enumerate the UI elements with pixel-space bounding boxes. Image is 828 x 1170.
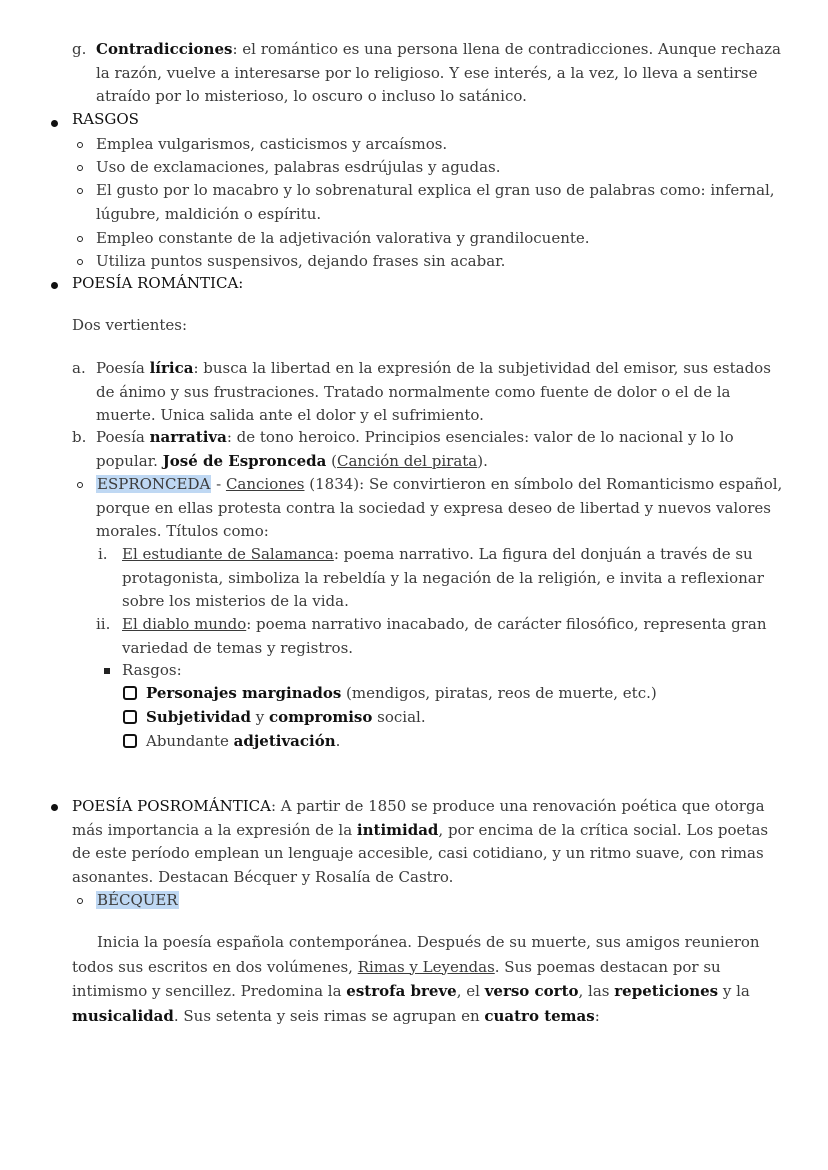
bold-text: repeticiones: [614, 982, 719, 1000]
list-item: El gusto por lo macabro y lo sobrenatural explica el gran uso de palabras como: infernal, lúgubre, maldición o espíritu.: [96, 181, 775, 223]
becquer-paragraph: [72, 930, 786, 1028]
dash: -: [211, 475, 226, 493]
list-item: Empleo constante de la adjetivación valorativa y grandilocuente.: [96, 229, 590, 247]
bold-text: verso corto: [484, 982, 579, 1000]
bullet-circle: [77, 898, 83, 904]
bold-text: estrofa breve: [346, 982, 457, 1000]
list-item: Uso de exclamaciones, palabras esdrújulas y agudas.: [96, 158, 501, 176]
list-item: Emplea vulgarismos, casticismos y arcaísmos.: [96, 135, 448, 153]
item-text: social.: [372, 708, 426, 726]
espronceda-item: [96, 473, 786, 544]
bold-text: Subjetividad: [146, 708, 251, 726]
paragraph-text: . Sus poemas destacan por su intimismo y sencillez. Predomina la: [72, 957, 721, 1000]
bullet: [51, 804, 58, 811]
section-heading-poesia-romantica: POESÍA ROMÁNTICA:: [72, 274, 244, 292]
paragraph-text: . Sus setenta y seis rimas se agrupan en: [173, 1006, 485, 1025]
paragraph-text: , el: [456, 982, 485, 1000]
checkbox-icon: [123, 710, 137, 724]
bullet-circle: [77, 188, 83, 194]
bullet: [51, 120, 58, 127]
paragraph-text: , las: [578, 982, 615, 1000]
author-espronceda: José de Espronceda: [162, 451, 327, 470]
checkbox-icon: [123, 686, 137, 700]
intro-text: Dos vertientes:: [72, 316, 188, 334]
item-prefix: Poesía: [96, 428, 150, 446]
paren: ).: [477, 451, 488, 470]
list-item: Utiliza puntos suspensivos, dejando frases sin acabar.: [96, 252, 506, 270]
item-text: (1834): Se convirtieron en símbolo del Romanticismo español, porque en ellas protesta contra la sociedad y expresa deseo de libertad y nuevos valores morales. Títulos como:: [96, 475, 783, 540]
list-marker: b.: [72, 428, 87, 446]
bullet-circle: [77, 259, 83, 265]
checklist-item: [146, 706, 786, 730]
term-narrativa: narrativa: [149, 428, 227, 446]
item-text: : busca la libertad en la expresión de la subjetividad del emisor, sus estados de ánimo y sus frustraciones. Tratado normalmente como fuente de dolor o el de la muerte. Unica salida ante el dolor y el sufrimiento.: [96, 359, 771, 424]
list-marker: g.: [72, 40, 87, 58]
work-title: El estudiante de Salamanca: [122, 545, 334, 563]
section-heading-posromantica: POESÍA POSROMÁNTICA: [72, 797, 271, 815]
item-text: : el romántico es una persona llena de contradicciones. Aunque rechaza la razón, vuelve a interesarse por lo religioso. Y ese interés, a la vez, lo lleva a sentirse atraído por lo misterioso, lo oscuro o incluso lo satánico.: [96, 40, 781, 105]
becquer-item: [96, 889, 179, 913]
checklist-item: [146, 730, 786, 754]
list-marker: i.: [98, 545, 108, 563]
list-marker: ii.: [96, 615, 111, 633]
title-item: [122, 543, 788, 614]
highlighted-name-espronceda: ESPRONCEDA: [97, 475, 211, 493]
section-heading-rasgos: RASGOS: [72, 110, 139, 128]
item-text: .: [335, 732, 341, 750]
paragraph-text: :: [594, 1006, 600, 1025]
paragraph-text: : A partir de 1850 se produce una renovación poética que otorga más importancia a la expresión de la: [72, 797, 765, 839]
bullet-circle: [77, 165, 83, 171]
item-text: : poema narrativo inacabado, de carácter filosófico, representa gran variedad de temas y registros.: [122, 615, 767, 657]
rasgos-label: Rasgos:: [122, 661, 182, 679]
bold-text: compromiso: [268, 708, 373, 726]
paragraph-text: Inicia la poesía española contemporánea. Después de su muerte, sus amigos reunieron todos sus escritos en dos volúmenes,: [72, 933, 760, 976]
list-marker: a.: [72, 359, 86, 377]
bullet-square: [104, 668, 110, 674]
term-contradicciones: Contradicciones: [96, 40, 233, 58]
bold-text: Personajes marginados: [146, 684, 342, 702]
paragraph-text: , por encima de la crítica social. Los poetas de este período emplean un lenguaje accesible, casi cotidiano, y un ritmo suave, con rimas asonantes. Destacan Bécquer y Rosalía de Castro.: [72, 820, 769, 886]
posromantica-paragraph: [72, 795, 784, 889]
checkbox-icon: [123, 734, 137, 748]
bullet-circle: [77, 236, 83, 242]
title-item: [122, 613, 788, 660]
bold-text: adjetivación: [233, 732, 336, 750]
poesia-narrativa-item: [96, 426, 794, 473]
item-text: : de tono heroico. Principios esenciales: valor de lo nacional y lo lo popular.: [96, 428, 734, 470]
bold-text: cuatro temas: [484, 1006, 595, 1025]
work-title: El diablo mundo: [122, 615, 247, 633]
item-text: : poema narrativo. La figura del donjuán a través de su protagonista, simboliza la rebeldía y la negación de la religión, e invita a reflexionar sobre los misterios de la vida.: [122, 545, 764, 610]
work-title: Rimas y Leyendas: [357, 957, 495, 976]
work-title: Canciones: [225, 475, 305, 493]
item-text: Abundante: [146, 732, 234, 750]
bold-text: musicalidad: [72, 1006, 174, 1025]
highlighted-name-becquer: BÉCQUER: [97, 891, 178, 909]
paren: (: [326, 451, 337, 470]
checklist-item: [146, 682, 786, 706]
bullet: [51, 282, 58, 289]
contradicciones-item: [96, 38, 786, 109]
work-title: Canción del pirata: [336, 451, 478, 470]
paragraph-text: y la: [718, 982, 750, 1000]
term-lirica: lírica: [149, 359, 194, 377]
item-text: (mendigos, piratas, reos de muerte, etc.): [341, 684, 657, 702]
term-intimidad: intimidad: [356, 820, 439, 839]
item-text: y: [250, 708, 269, 726]
item-prefix: Poesía: [96, 359, 150, 377]
bullet-circle: [77, 482, 83, 488]
poesia-lirica-item: [96, 357, 794, 428]
bullet-circle: [77, 142, 83, 148]
